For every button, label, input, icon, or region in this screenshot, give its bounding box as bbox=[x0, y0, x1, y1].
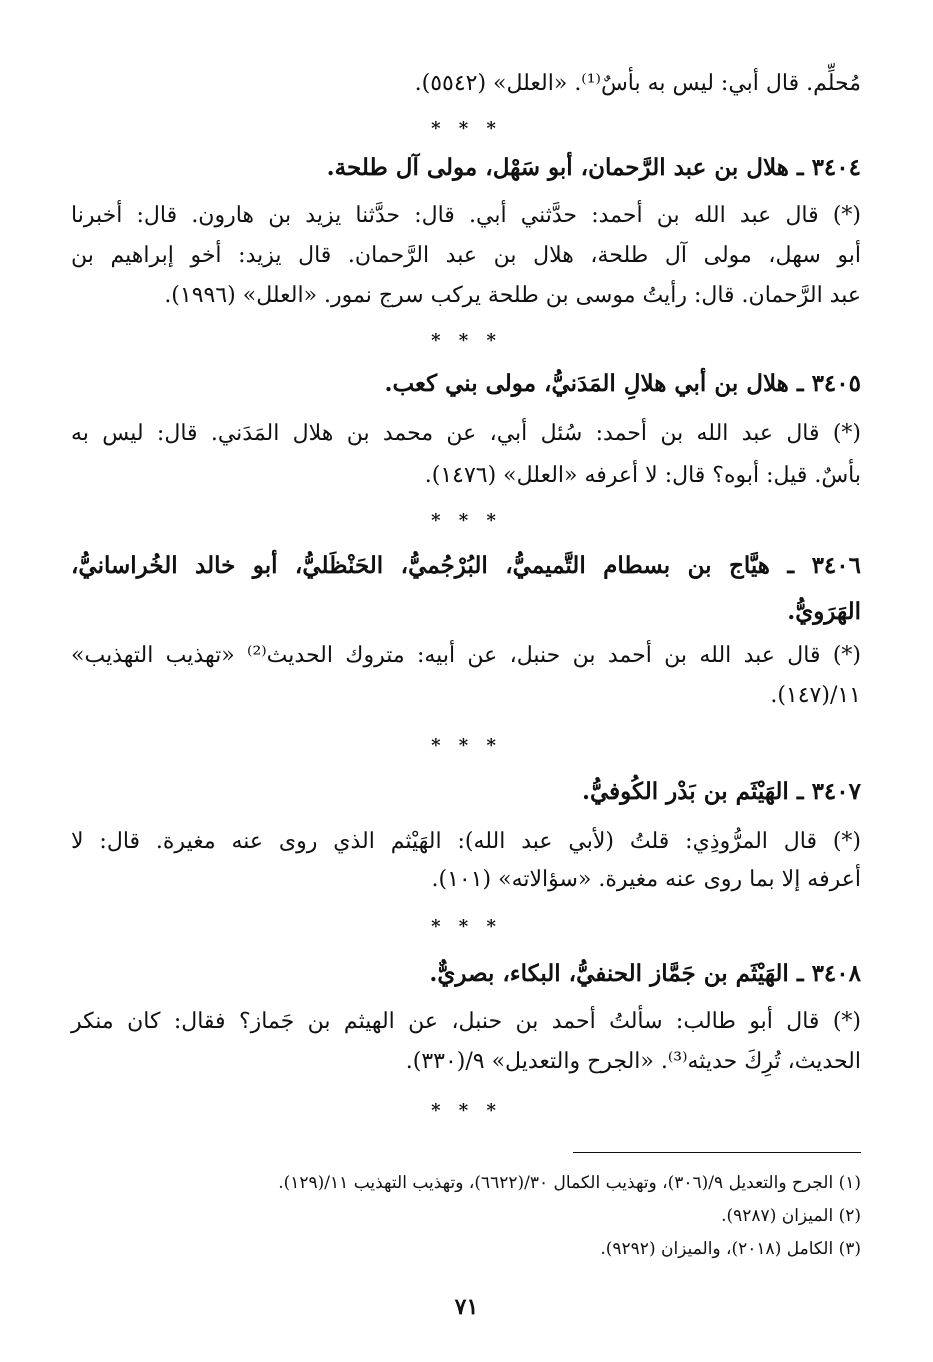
section-separator: * * * bbox=[431, 735, 502, 756]
page-number: ٧١ bbox=[454, 1294, 479, 1320]
entry-3404-heading: ٣٤٠٤ ـ هلال بن عبد الرَّحمان، أبو سَهْل، مولى آل طلحة. bbox=[326, 154, 861, 181]
entry-3404-text: عبد الرَّحمان. قال: رأيتُ موسى بن طلحة يركب سرج نمور. «العلل» (١٩٩٦). bbox=[164, 283, 861, 308]
footnote-3: (٣) الكامل (٢٠١٨)، والميزان (٩٢٩٢). bbox=[600, 1239, 861, 1259]
section-separator: * * * bbox=[431, 510, 502, 531]
footnote-1: (١) الجرح والتعديل ٩/(٣٠٦)، وتهذيب الكمال ٣٠/(٦٦٢٢)، وتهذيب التهذيب ١١/(١٢٩). bbox=[278, 1173, 861, 1193]
section-separator: * * * bbox=[431, 118, 502, 139]
section-separator: * * * bbox=[431, 1100, 502, 1121]
section-separator: * * * bbox=[431, 916, 502, 937]
entry-3407-text: (*) قال المرُّوذِي: قلتُ (لأبي عبد الله): الهَيْثم الذي روى عنه مغيرة. قال: لا bbox=[71, 829, 861, 854]
entry-3404-text: (*) قال عبد الله بن أحمد: حدَّثني أبي. قال: حدَّثنا يزيد بن هارون. قال: أخبرنا bbox=[71, 203, 862, 228]
section-separator: * * * bbox=[431, 330, 502, 351]
footnote-2: (٢) الميزان (٩٢٨٧). bbox=[721, 1206, 861, 1226]
entry-3407-heading: ٣٤٠٧ ـ الهَيْثَم بن بَدْر الكُوفيُّ. bbox=[581, 778, 861, 805]
entry-3406-text: ١١/(١٤٧). bbox=[770, 683, 861, 708]
entry-3406-heading: الهَرَويُّ. bbox=[787, 598, 861, 625]
entry-3408-text: الحديث، تُرِكَ حديثه⁽³⁾. «الجرح والتعديل» ٩/(٣٣٠). bbox=[405, 1049, 861, 1074]
entry-3407-text: أعرفه إلا بما روى عنه مغيرة. «سؤالاته» (١٠١). bbox=[431, 867, 861, 892]
entry-3405-text: بأسٌ. قيل: أبوه؟ قال: لا أعرفه «العلل» (١٤٧٦). bbox=[424, 463, 861, 488]
entry-3408-text: (*) قال أبو طالب: سألتُ أحمد بن حنبل، عن الهيثم بن جَماز؟ فقال: كان منكر bbox=[71, 1009, 861, 1034]
entry-3405-heading: ٣٤٠٥ ـ هلال بن أبي هلالِ المَدَنيُّ، مولى بني كعب. bbox=[384, 370, 861, 397]
entry-3406-text: (*) قال عبد الله بن أحمد بن حنبل، عن أبيه: متروك الحديث⁽²⁾ «تهذيب التهذيب» bbox=[71, 643, 862, 668]
entry-3406-heading: ٣٤٠٦ ـ هيَّاج بن بسطام التَّميميُّ، البُرْجُميُّ، الحَنْظَليُّ، أبو خالد الخُراسانيُّ، bbox=[71, 552, 861, 579]
footnote-rule bbox=[573, 1152, 861, 1153]
entry-3404-text: أبو سهل، مولى آل طلحة، هلال بن عبد الرَّحمان. قال يزيد: أخو إبراهيم بن bbox=[71, 243, 861, 268]
entry-3408-heading: ٣٤٠٨ ـ الهَيْثَم بن جَمَّاز الحنفيُّ، البكاء، بصريٌّ. bbox=[429, 960, 861, 987]
entry-3405-text: (*) قال عبد الله بن أحمد: سُئل أبي، عن محمد بن هلال المَدَني. قال: ليس به bbox=[71, 421, 861, 446]
entry-3403-tail: مُحلِّم. قال أبي: ليس به بأسٌ⁽¹⁾. «العلل» (٥٥٤٢). bbox=[414, 71, 861, 96]
